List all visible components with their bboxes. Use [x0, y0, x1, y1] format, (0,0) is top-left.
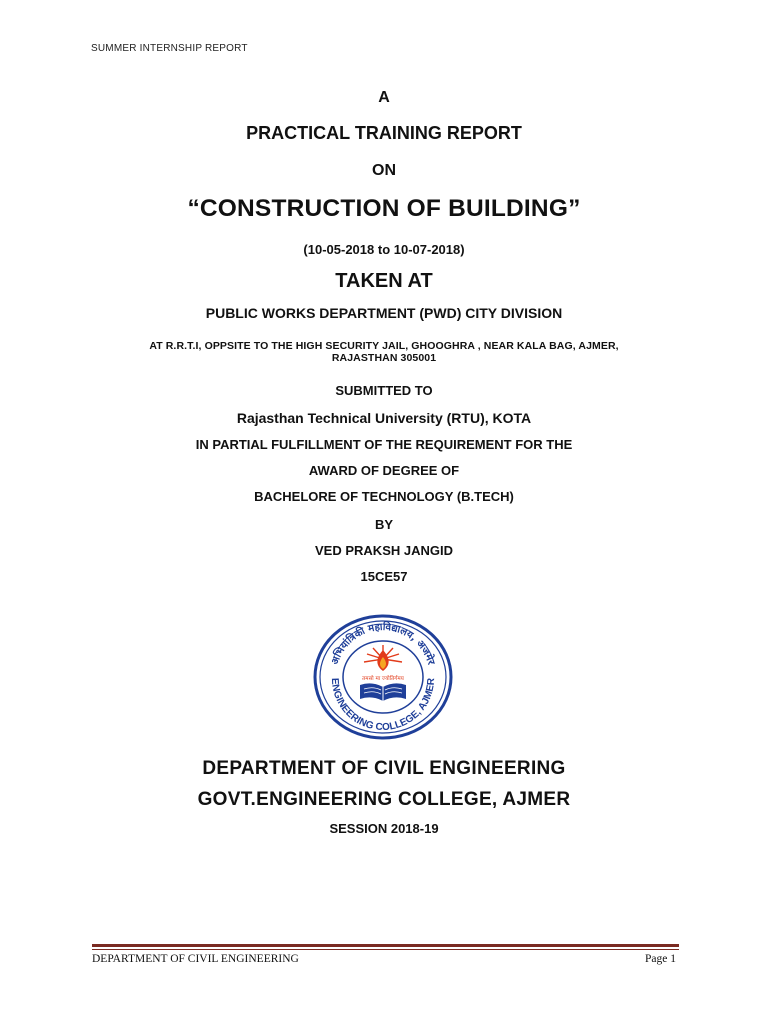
- footer-rule-thin: [92, 949, 679, 950]
- project-title: “CONSTRUCTION OF BUILDING”: [187, 195, 581, 222]
- organization-name: PUBLIC WORKS DEPARTMENT (PWD) CITY DIVISION: [205, 305, 563, 321]
- footer-department: DEPARTMENT OF CIVIL ENGINEERING: [92, 953, 299, 965]
- title-on: ON: [372, 162, 396, 179]
- organization-address: [84, 340, 684, 364]
- college-name: GOVT.ENGINEERING COLLEGE, AJMER: [197, 789, 571, 810]
- degree-name: BACHELORE OF TECHNOLOGY (B.TECH): [254, 489, 514, 504]
- training-period: (10-05-2018 to 10-07-2018): [303, 242, 465, 257]
- address-line-2: RAJASTHAN 305001: [331, 352, 437, 364]
- taken-at-heading: TAKEN AT: [335, 270, 433, 292]
- college-seal-icon: [312, 613, 454, 741]
- page-number: Page 1: [645, 953, 676, 965]
- report-type: PRACTICAL TRAINING REPORT: [246, 123, 522, 143]
- session-label: SESSION 2018-19: [329, 821, 439, 836]
- seal-motto: तमसो मा ज्योतिर्गमय: [362, 676, 404, 682]
- fulfillment-line: IN PARTIAL FULFILLMENT OF THE REQUIREMENT FOR THE: [195, 437, 573, 452]
- university-name: Rajasthan Technical University (RTU), KOTA: [236, 410, 532, 426]
- address-line-1: AT R.R.T.I, OPPSITE TO THE HIGH SECURITY JAIL, GHOOGHRA , NEAR KALA BAG, AJMER,: [149, 340, 619, 352]
- by-label: BY: [374, 517, 394, 532]
- running-header: SUMMER INTERNSHIP REPORT: [91, 43, 248, 54]
- title-a: A: [378, 89, 390, 106]
- footer-rule: [92, 944, 679, 947]
- seal-text-bottom: ENGINEERING COLLEGE, AJMER: [328, 677, 438, 734]
- student-name: VED PRAKSH JANGID: [315, 543, 453, 558]
- award-line: AWARD OF DEGREE OF: [308, 463, 460, 478]
- department-name: DEPARTMENT OF CIVIL ENGINEERING: [202, 758, 566, 779]
- roll-number: 15CE57: [360, 569, 408, 584]
- seal-text-top: अभियांत्रिकी महाविद्यालय, अजमेर: [329, 621, 437, 667]
- submitted-to-label: SUBMITTED TO: [335, 383, 433, 398]
